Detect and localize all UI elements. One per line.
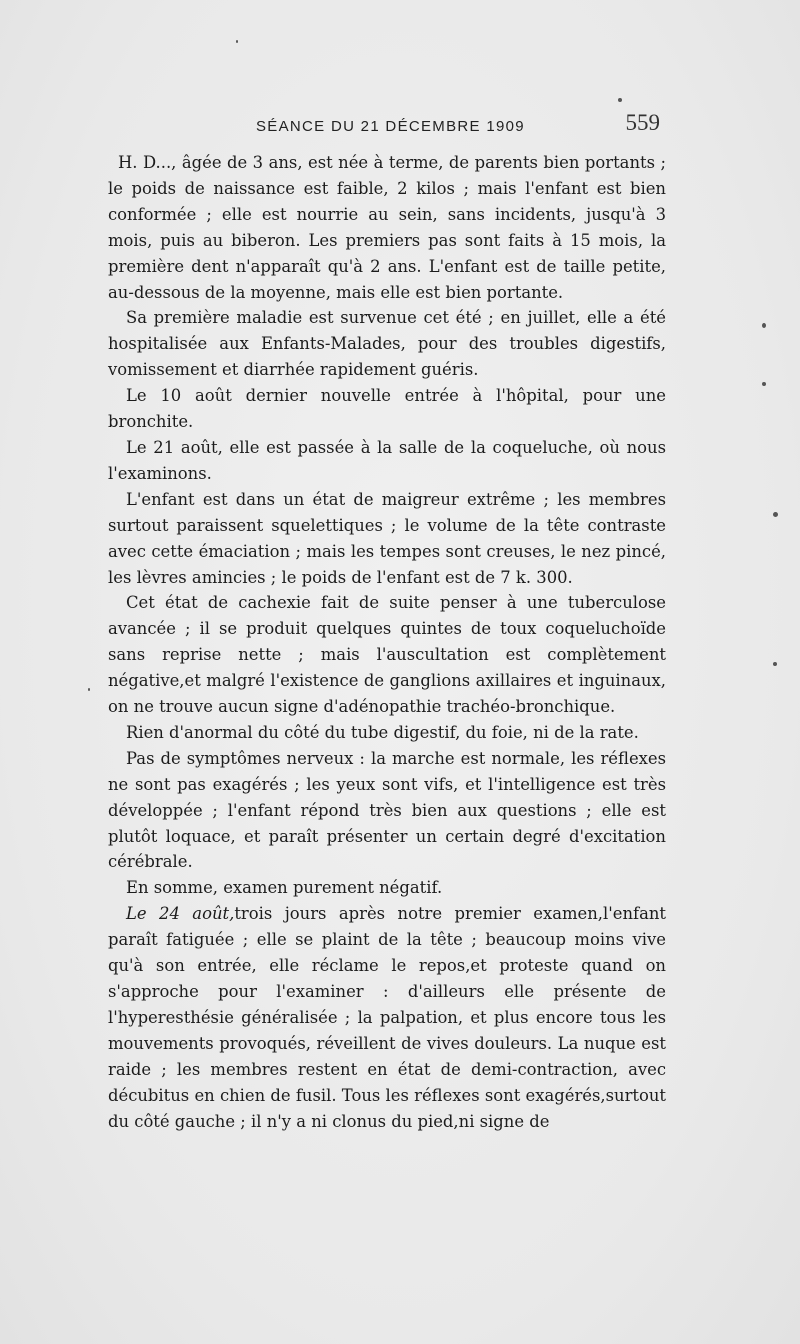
paragraph-8: Pas de symptômes nerveux : la marche est normale, les réflexes ne sont pas exagérés ; les yeux sont vifs, et l'intelligence est très développée ; l'enfant répond très bien aux questions ; elle est plutôt loquace, et paraît présenter un certain degré d'excitation cérébrale.	[108, 748, 666, 872]
paragraph-10	[108, 901, 666, 1134]
scan-speck	[773, 662, 777, 666]
running-head: SÉANCE DU 21 DÉCEMBRE 1909	[256, 118, 525, 135]
page-header	[108, 110, 660, 140]
paragraph-6: Cet état de cachexie fait de suite penser à une tuberculose avancée ; il se produit quelques quintes de toux coqueluchoïde sans reprise nette ; mais l'auscultation est complètement négative,et malgré l'existence de ganglions axillaires et inguinaux, on ne trouve aucun signe d'adénopathie trachéo-bronchique.	[108, 593, 666, 717]
paragraph-2: Sa première maladie est survenue cet été ; en juillet, elle a été hospitalisée aux Enfants-Malades, pour des troubles digestifs, vomissement et diarrhée rapidement guéris.	[108, 308, 666, 380]
paragraph-4: Le 21 août, elle est passée à la salle de la coqueluche, où nous l'examinons.	[108, 437, 666, 483]
paragraph-9: En somme, examen purement négatif.	[126, 878, 443, 898]
paragraph-5: L'enfant est dans un état de maigreur extrême ; les membres surtout paraissent squelettiques ; le volume de la tête contraste avec cette émaciation ; mais les tempes sont creuses, le nez pincé, les lèvres amincies ; le poids de l'enfant est de 7 k. 300.	[108, 489, 666, 587]
page-number: 559	[625, 110, 660, 135]
scan-speck	[618, 98, 622, 102]
body-text	[108, 150, 666, 1134]
scan-speck	[762, 382, 766, 386]
paragraph-3: Le 10 août dernier nouvelle entrée à l'hôpital, pour une bronchite.	[108, 386, 666, 432]
paragraph-10-lead: Le 24 août,	[126, 904, 235, 924]
scan-speck	[88, 688, 90, 691]
scan-speck	[773, 512, 778, 517]
scan-speck	[762, 323, 766, 328]
scan-speck	[236, 40, 238, 43]
paragraph-10-text: trois jours après notre premier examen,l'enfant paraît fatiguée ; elle se plaint de la tête ; beaucoup moins vive qu'à son entrée, elle réclame le repos,et proteste quand on s'approche pour l'examiner : d'ailleurs elle présente de l'hyperesthésie généralisée ; la palpation, et plus encore tous les mouvements provoqués, réveillent de vives douleurs. La nuque est raide ; les membres restent en état de demi-contraction, avec décubitus en chien de fusil. Tous les réflexes sont exagérés,surtout du côté gauche ; il n'y a ni clonus du pied,ni signe de	[108, 904, 666, 1131]
paragraph-1: H. D..., âgée de 3 ans, est née à terme, de parents bien portants ; le poids de naissance est faible, 2 kilos ; mais l'enfant est bien conformée ; elle est nourrie au sein, sans incidents, jusqu'à 3 mois, puis au biberon. Les premiers pas sont faits à 15 mois, la première dent n'apparaît qu'à 2 ans. L'enfant est de taille petite, au-dessous de la moyenne, mais elle est bien portante.	[108, 153, 666, 302]
paragraph-7: Rien d'anormal du côté du tube digestif, du foie, ni de la rate.	[126, 722, 639, 742]
